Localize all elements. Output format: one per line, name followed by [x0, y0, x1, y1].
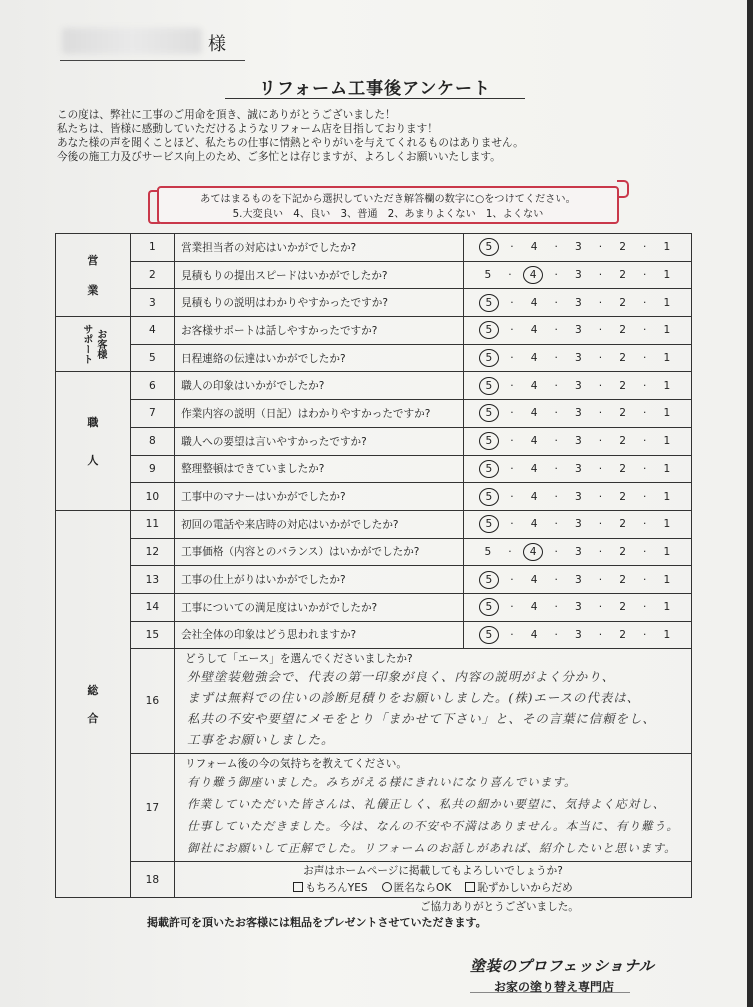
intro-line: あなた様の声を聞くことほど、私たちの仕事に情熱とやりがいを与えてくれるものはありません。	[57, 137, 524, 149]
rating-separator: ·	[643, 296, 647, 309]
page-edge	[747, 0, 753, 1007]
rating-options	[464, 460, 691, 478]
rating-cell	[463, 400, 691, 428]
rating-option[interactable]: 5	[484, 269, 492, 282]
rating-option[interactable]: 1	[663, 407, 671, 420]
question-number: 10	[130, 483, 174, 511]
rating-option[interactable]: 4	[530, 490, 538, 503]
question-text: 工事中のマナーはいかがでしたか?	[175, 483, 464, 511]
rating-separator: ·	[643, 462, 647, 475]
publish-option-label: 恥ずかしいからだめ	[477, 881, 573, 894]
rating-cell	[463, 261, 691, 289]
name-underline	[60, 60, 245, 61]
category-craft	[56, 372, 131, 510]
category-char: 職	[87, 416, 99, 430]
rating-separator: ·	[598, 352, 603, 365]
rating-separator: ·	[598, 241, 603, 254]
rating-option[interactable]: 4	[530, 324, 538, 337]
instruction-line: あてはまるものを下記から選択していただき解答欄の数字に○をつけてください。	[200, 194, 576, 205]
rating-options	[464, 404, 691, 422]
rating-option[interactable]: 2	[619, 628, 626, 641]
rating-option[interactable]: 3	[574, 628, 582, 641]
rating-separator: ·	[508, 545, 512, 558]
rating-separator: ·	[643, 269, 647, 282]
rating-option[interactable]: 1	[663, 601, 671, 614]
rating-option[interactable]: 2	[619, 518, 626, 531]
rating-option[interactable]: 2	[619, 490, 626, 503]
rating-separator: ·	[643, 407, 647, 420]
rating-separator: ·	[643, 628, 647, 641]
rating-options	[464, 377, 691, 395]
question-row	[56, 455, 692, 483]
question-text: リフォーム後の今の気持ちを教えてください。	[185, 758, 407, 771]
rating-option[interactable]: 4	[530, 296, 538, 309]
rating-option[interactable]: 4	[530, 435, 538, 448]
rating-separator: ·	[510, 296, 514, 309]
question-text: 工事価格（内容とのバランス）はいかがでしたか?	[175, 538, 464, 566]
rating-option[interactable]: 1	[663, 435, 671, 448]
rating-option[interactable]: 5	[479, 626, 499, 644]
rating-separator: ·	[510, 407, 514, 420]
rating-separator: ·	[554, 379, 558, 392]
rating-separator: ·	[510, 462, 514, 475]
title-underline	[225, 98, 525, 99]
footer-rule	[470, 992, 630, 993]
rating-option[interactable]: 3	[574, 296, 582, 309]
rating-separator: ·	[554, 462, 558, 475]
rating-separator: ·	[510, 601, 514, 614]
rating-option[interactable]: 4	[523, 266, 543, 284]
rating-separator: ·	[598, 324, 603, 337]
rating-options	[464, 488, 691, 506]
rating-option[interactable]: 5	[479, 488, 499, 506]
rating-option[interactable]: 3	[574, 407, 582, 420]
rating-option[interactable]: 4	[530, 241, 538, 254]
rating-option[interactable]: 1	[663, 573, 671, 586]
rating-option[interactable]: 3	[574, 379, 582, 392]
category-sales	[56, 234, 131, 317]
rating-option[interactable]: 3	[574, 490, 582, 503]
intro-line: 今後の施工力及びサービス向上のため、ご多忙とは存じますが、よろしくお願いいたします。	[57, 151, 501, 163]
category-char: 総	[87, 684, 99, 698]
checkbox-icon[interactable]	[293, 882, 303, 892]
rating-option[interactable]: 5	[479, 377, 499, 395]
rating-separator: ·	[510, 490, 514, 503]
rating-option[interactable]: 1	[663, 379, 671, 392]
handwritten-line: 私共の不安や要望にメモをとり「まかせて下さい」と、その言葉に信頼をし、	[187, 711, 656, 727]
rating-separator: ·	[510, 241, 514, 254]
handwritten-line: まずは無料での住いの診断見積りをお願いしました。(株)エースの代表は、	[187, 690, 641, 706]
rating-separator: ·	[598, 518, 603, 531]
rating-option[interactable]: 1	[663, 628, 671, 641]
handwritten-line: 仕事していただきました。今は、なんの不安や不満はありません。本当に、有り難う。	[187, 819, 679, 834]
rating-option[interactable]: 5	[479, 294, 499, 312]
question-text: 工事の仕上がりはいかがでしたか?	[175, 566, 464, 594]
rating-separator: ·	[554, 545, 558, 558]
publish-option[interactable]	[382, 880, 452, 895]
rating-separator: ·	[510, 628, 514, 641]
rating-option[interactable]: 2	[619, 352, 626, 365]
rating-option[interactable]: 4	[530, 518, 538, 531]
handwritten-line: 作業していただいた皆さんは、礼儀正しく、私共の細かい要望に、気持よく応対し、	[187, 797, 666, 812]
rating-separator: ·	[643, 352, 647, 365]
rating-option[interactable]: 1	[663, 241, 671, 254]
category-char: 人	[87, 454, 99, 468]
question-row	[56, 372, 692, 400]
question-text: 職人への要望は言いやすかったですか?	[175, 427, 464, 455]
rating-option[interactable]: 3	[574, 435, 582, 448]
rating-separator: ·	[598, 490, 603, 503]
rating-separator: ·	[643, 490, 647, 503]
rating-options	[464, 321, 691, 339]
rating-separator: ·	[598, 269, 603, 282]
rating-option[interactable]: 5	[479, 571, 499, 589]
handwritten-line: 御社にお願いして正解でした。リフォームのお話しがあれば、紹介したいと思います。	[187, 841, 677, 856]
handwritten-line: 有り難う御座いました。みちがえる様にきれいになり喜んでいます。	[187, 775, 577, 790]
question-number: 11	[130, 510, 174, 538]
rating-option[interactable]: 5	[479, 404, 499, 422]
question-row	[56, 510, 692, 538]
rating-separator: ·	[508, 269, 512, 282]
question-row	[56, 593, 692, 621]
rating-option[interactable]: 3	[574, 462, 582, 475]
rating-options	[464, 266, 691, 284]
rating-option[interactable]: 3	[574, 573, 582, 586]
rating-options	[464, 626, 691, 644]
question-row	[56, 344, 692, 372]
rating-cell	[463, 538, 691, 566]
rating-option[interactable]: 1	[663, 462, 671, 475]
rating-option[interactable]: 4	[530, 573, 538, 586]
rating-option[interactable]: 3	[574, 352, 582, 365]
rating-option[interactable]: 5	[479, 460, 499, 478]
question-text: お客様サポートは話しやすかったですか?	[175, 317, 464, 345]
publish-permission	[175, 862, 692, 898]
free-answer-17	[175, 754, 692, 862]
intro-line: この度は、弊社に工事のご用命を頂き、誠にありがとうございました！	[57, 109, 396, 121]
publish-option-label: もちろんYES	[305, 881, 368, 894]
question-number: 13	[130, 566, 174, 594]
rating-option[interactable]: 1	[663, 352, 671, 365]
question-row	[56, 261, 692, 289]
rating-option[interactable]: 4	[523, 543, 543, 561]
question-row	[56, 317, 692, 345]
rating-separator: ·	[643, 324, 647, 337]
rating-options	[464, 515, 691, 533]
rating-option[interactable]: 3	[574, 241, 582, 254]
rating-separator: ·	[554, 241, 558, 254]
support-label-b: お客様	[94, 329, 106, 360]
rating-option[interactable]: 5	[479, 515, 499, 533]
rating-option[interactable]: 2	[619, 545, 626, 558]
category-char: 営	[87, 254, 99, 268]
rating-separator: ·	[598, 573, 603, 586]
rating-option[interactable]: 2	[619, 296, 626, 309]
question-number: 8	[130, 427, 174, 455]
rating-separator: ·	[598, 296, 603, 309]
rating-option[interactable]: 1	[663, 296, 671, 309]
rating-cell	[463, 510, 691, 538]
question-row	[56, 566, 692, 594]
rating-options	[464, 571, 691, 589]
question-row	[56, 400, 692, 428]
survey-table	[55, 233, 692, 898]
rating-separator: ·	[554, 435, 558, 448]
question-text: 工事についての満足度はいかがでしたか?	[175, 593, 464, 621]
rating-separator: ·	[598, 462, 603, 475]
rating-cell	[463, 372, 691, 400]
rating-separator: ·	[598, 435, 603, 448]
checkbox-icon[interactable]	[382, 882, 392, 892]
rating-cell	[463, 289, 691, 317]
rating-option[interactable]: 3	[574, 324, 582, 337]
question-text: どうして「エース」を選んでくださいましたか?	[185, 653, 413, 666]
rating-option[interactable]: 2	[619, 601, 626, 614]
rating-cell	[463, 483, 691, 511]
rating-options	[464, 349, 691, 367]
rating-option[interactable]: 1	[663, 545, 671, 558]
rating-option[interactable]: 5	[479, 321, 499, 339]
rating-separator: ·	[510, 379, 514, 392]
category-support	[56, 317, 131, 372]
rating-option[interactable]: 2	[619, 435, 626, 448]
category-char: 合	[87, 712, 99, 726]
rating-separator: ·	[643, 518, 647, 531]
rating-separator: ·	[598, 545, 603, 558]
rating-cell	[463, 317, 691, 345]
rating-separator: ·	[554, 490, 558, 503]
rating-option[interactable]: 4	[530, 628, 538, 641]
rating-option[interactable]: 5	[479, 349, 499, 367]
rating-separator: ·	[510, 324, 514, 337]
question-text: 日程連絡の伝達はいかがでしたか?	[175, 344, 464, 372]
rating-separator: ·	[598, 379, 603, 392]
question-number: 12	[130, 538, 174, 566]
rating-separator: ·	[554, 628, 558, 641]
rating-separator: ·	[554, 324, 558, 337]
intro-text	[57, 108, 524, 164]
rating-separator: ·	[554, 573, 558, 586]
question-text: お声はホームページに掲載してもよろしいでしょうか?	[303, 864, 563, 877]
question-row	[56, 234, 692, 262]
question-number: 5	[130, 344, 174, 372]
checkbox-icon[interactable]	[465, 882, 475, 892]
rating-option[interactable]: 4	[530, 379, 538, 392]
rating-options	[464, 543, 691, 561]
instruction-box	[157, 186, 619, 224]
question-number: 7	[130, 400, 174, 428]
rating-option[interactable]: 3	[574, 518, 582, 531]
survey-title: リフォーム工事後アンケート	[258, 79, 492, 99]
rating-option[interactable]: 3	[574, 269, 582, 282]
question-number: 17	[130, 754, 174, 862]
rating-separator: ·	[643, 241, 647, 254]
rating-cell	[463, 566, 691, 594]
rating-option[interactable]: 4	[530, 601, 538, 614]
rating-separator: ·	[554, 601, 558, 614]
rating-cell	[463, 593, 691, 621]
rating-separator: ·	[510, 573, 514, 586]
brand-slogan: 塗装のプロフェッショナル	[470, 957, 655, 975]
rating-cell	[463, 427, 691, 455]
rating-option[interactable]: 2	[619, 379, 626, 392]
question-row	[56, 289, 692, 317]
question-text: 初回の電話や来店時の対応はいかがでしたか?	[175, 510, 464, 538]
rating-option[interactable]: 3	[574, 601, 582, 614]
rating-option[interactable]: 1	[663, 324, 671, 337]
category-overall	[56, 510, 131, 897]
rating-option[interactable]: 1	[663, 269, 671, 282]
question-row	[56, 483, 692, 511]
question-text: 会社全体の印象はどう思われますか?	[175, 621, 464, 649]
publish-options	[175, 878, 691, 897]
question-row	[56, 538, 692, 566]
thanks-message: ご協力ありがとうございました。	[420, 901, 579, 913]
handwritten-line: 工事をお願いしました。	[187, 732, 335, 748]
rating-option[interactable]: 5	[479, 432, 499, 450]
gift-notice: 掲載許可を頂いたお客様には粗品をプレゼントさせていただきます。	[147, 916, 487, 929]
rating-separator: ·	[510, 518, 514, 531]
handwritten-line: 外壁塗装勉強会で、代表の第一印象が良く、内容の説明がよく分かり、	[187, 669, 616, 685]
rating-separator: ·	[510, 435, 514, 448]
rating-separator: ·	[510, 352, 514, 365]
rating-option[interactable]: 2	[619, 573, 626, 586]
rating-separator: ·	[554, 407, 558, 420]
question-row-17	[56, 754, 692, 862]
rating-separator: ·	[643, 601, 647, 614]
support-label	[56, 324, 130, 364]
rating-separator: ·	[598, 407, 603, 420]
rating-separator: ·	[643, 573, 647, 586]
rating-separator: ·	[554, 518, 558, 531]
rating-options	[464, 598, 691, 616]
intro-line: 私たちは、皆様に感動していただけるようなリフォーム店を目指しております！	[57, 123, 438, 135]
rating-separator: ·	[598, 628, 603, 641]
support-label-a: サポート	[80, 324, 92, 365]
rating-option[interactable]: 2	[619, 462, 626, 475]
free-answer-16	[175, 649, 692, 754]
rating-option[interactable]: 5	[484, 545, 492, 558]
rating-separator: ·	[554, 296, 558, 309]
rating-option[interactable]: 2	[619, 407, 626, 420]
question-number: 2	[130, 261, 174, 289]
rating-separator: ·	[598, 601, 603, 614]
question-number: 18	[130, 862, 174, 898]
rating-separator: ·	[554, 269, 558, 282]
question-text: 見積もりの説明はわかりやすかったですか?	[175, 289, 464, 317]
publish-option[interactable]	[465, 880, 572, 895]
rating-option[interactable]: 1	[663, 518, 671, 531]
rating-option[interactable]: 1	[663, 490, 671, 503]
question-number: 4	[130, 317, 174, 345]
redacted-customer-name	[62, 28, 202, 54]
question-number: 14	[130, 593, 174, 621]
rating-option[interactable]: 2	[619, 269, 626, 282]
rating-option[interactable]: 3	[574, 545, 582, 558]
question-text: 作業内容の説明（日記）はわかりやすかったですか?	[175, 400, 464, 428]
question-row-16	[56, 649, 692, 754]
question-number: 15	[130, 621, 174, 649]
question-text: 営業担当者の対応はいかがでしたか?	[175, 234, 464, 262]
question-text: 整理整頓はできていましたか?	[175, 455, 464, 483]
rating-options	[464, 294, 691, 312]
question-row	[56, 427, 692, 455]
rating-option[interactable]: 4	[530, 352, 538, 365]
question-text: 職人の印象はいかがでしたか?	[175, 372, 464, 400]
question-number: 3	[130, 289, 174, 317]
rating-option[interactable]: 2	[619, 324, 626, 337]
rating-separator: ·	[643, 545, 647, 558]
question-number: 6	[130, 372, 174, 400]
rating-cell	[463, 455, 691, 483]
brand-subtitle: お家の塗り替え専門店	[494, 980, 615, 994]
question-number: 9	[130, 455, 174, 483]
rating-legend: 5.大変良い 4、良い 3、普通 2、あまりよくない 1、よくない	[232, 209, 544, 220]
rating-option[interactable]: 2	[619, 241, 626, 254]
salutation: 様	[208, 34, 226, 55]
question-text: 見積もりの提出スピードはいかがでしたか?	[175, 261, 464, 289]
rating-options	[464, 432, 691, 450]
rating-cell	[463, 234, 691, 262]
rating-separator: ·	[643, 379, 647, 392]
rating-option[interactable]: 4	[530, 462, 538, 475]
rating-cell	[463, 621, 691, 649]
rating-option[interactable]: 5	[479, 238, 499, 256]
question-row	[56, 621, 692, 649]
question-number: 16	[130, 649, 174, 754]
category-char: 業	[87, 284, 99, 298]
rating-separator: ·	[554, 352, 558, 365]
rating-options	[464, 238, 691, 256]
question-row-18	[56, 862, 692, 898]
question-number: 1	[130, 234, 174, 262]
rating-separator: ·	[643, 435, 647, 448]
rating-cell	[463, 344, 691, 372]
publish-option-label: 匿名ならOK	[393, 881, 452, 894]
publish-option[interactable]	[293, 880, 367, 895]
rating-option[interactable]: 5	[479, 598, 499, 616]
rating-option[interactable]: 4	[530, 407, 538, 420]
